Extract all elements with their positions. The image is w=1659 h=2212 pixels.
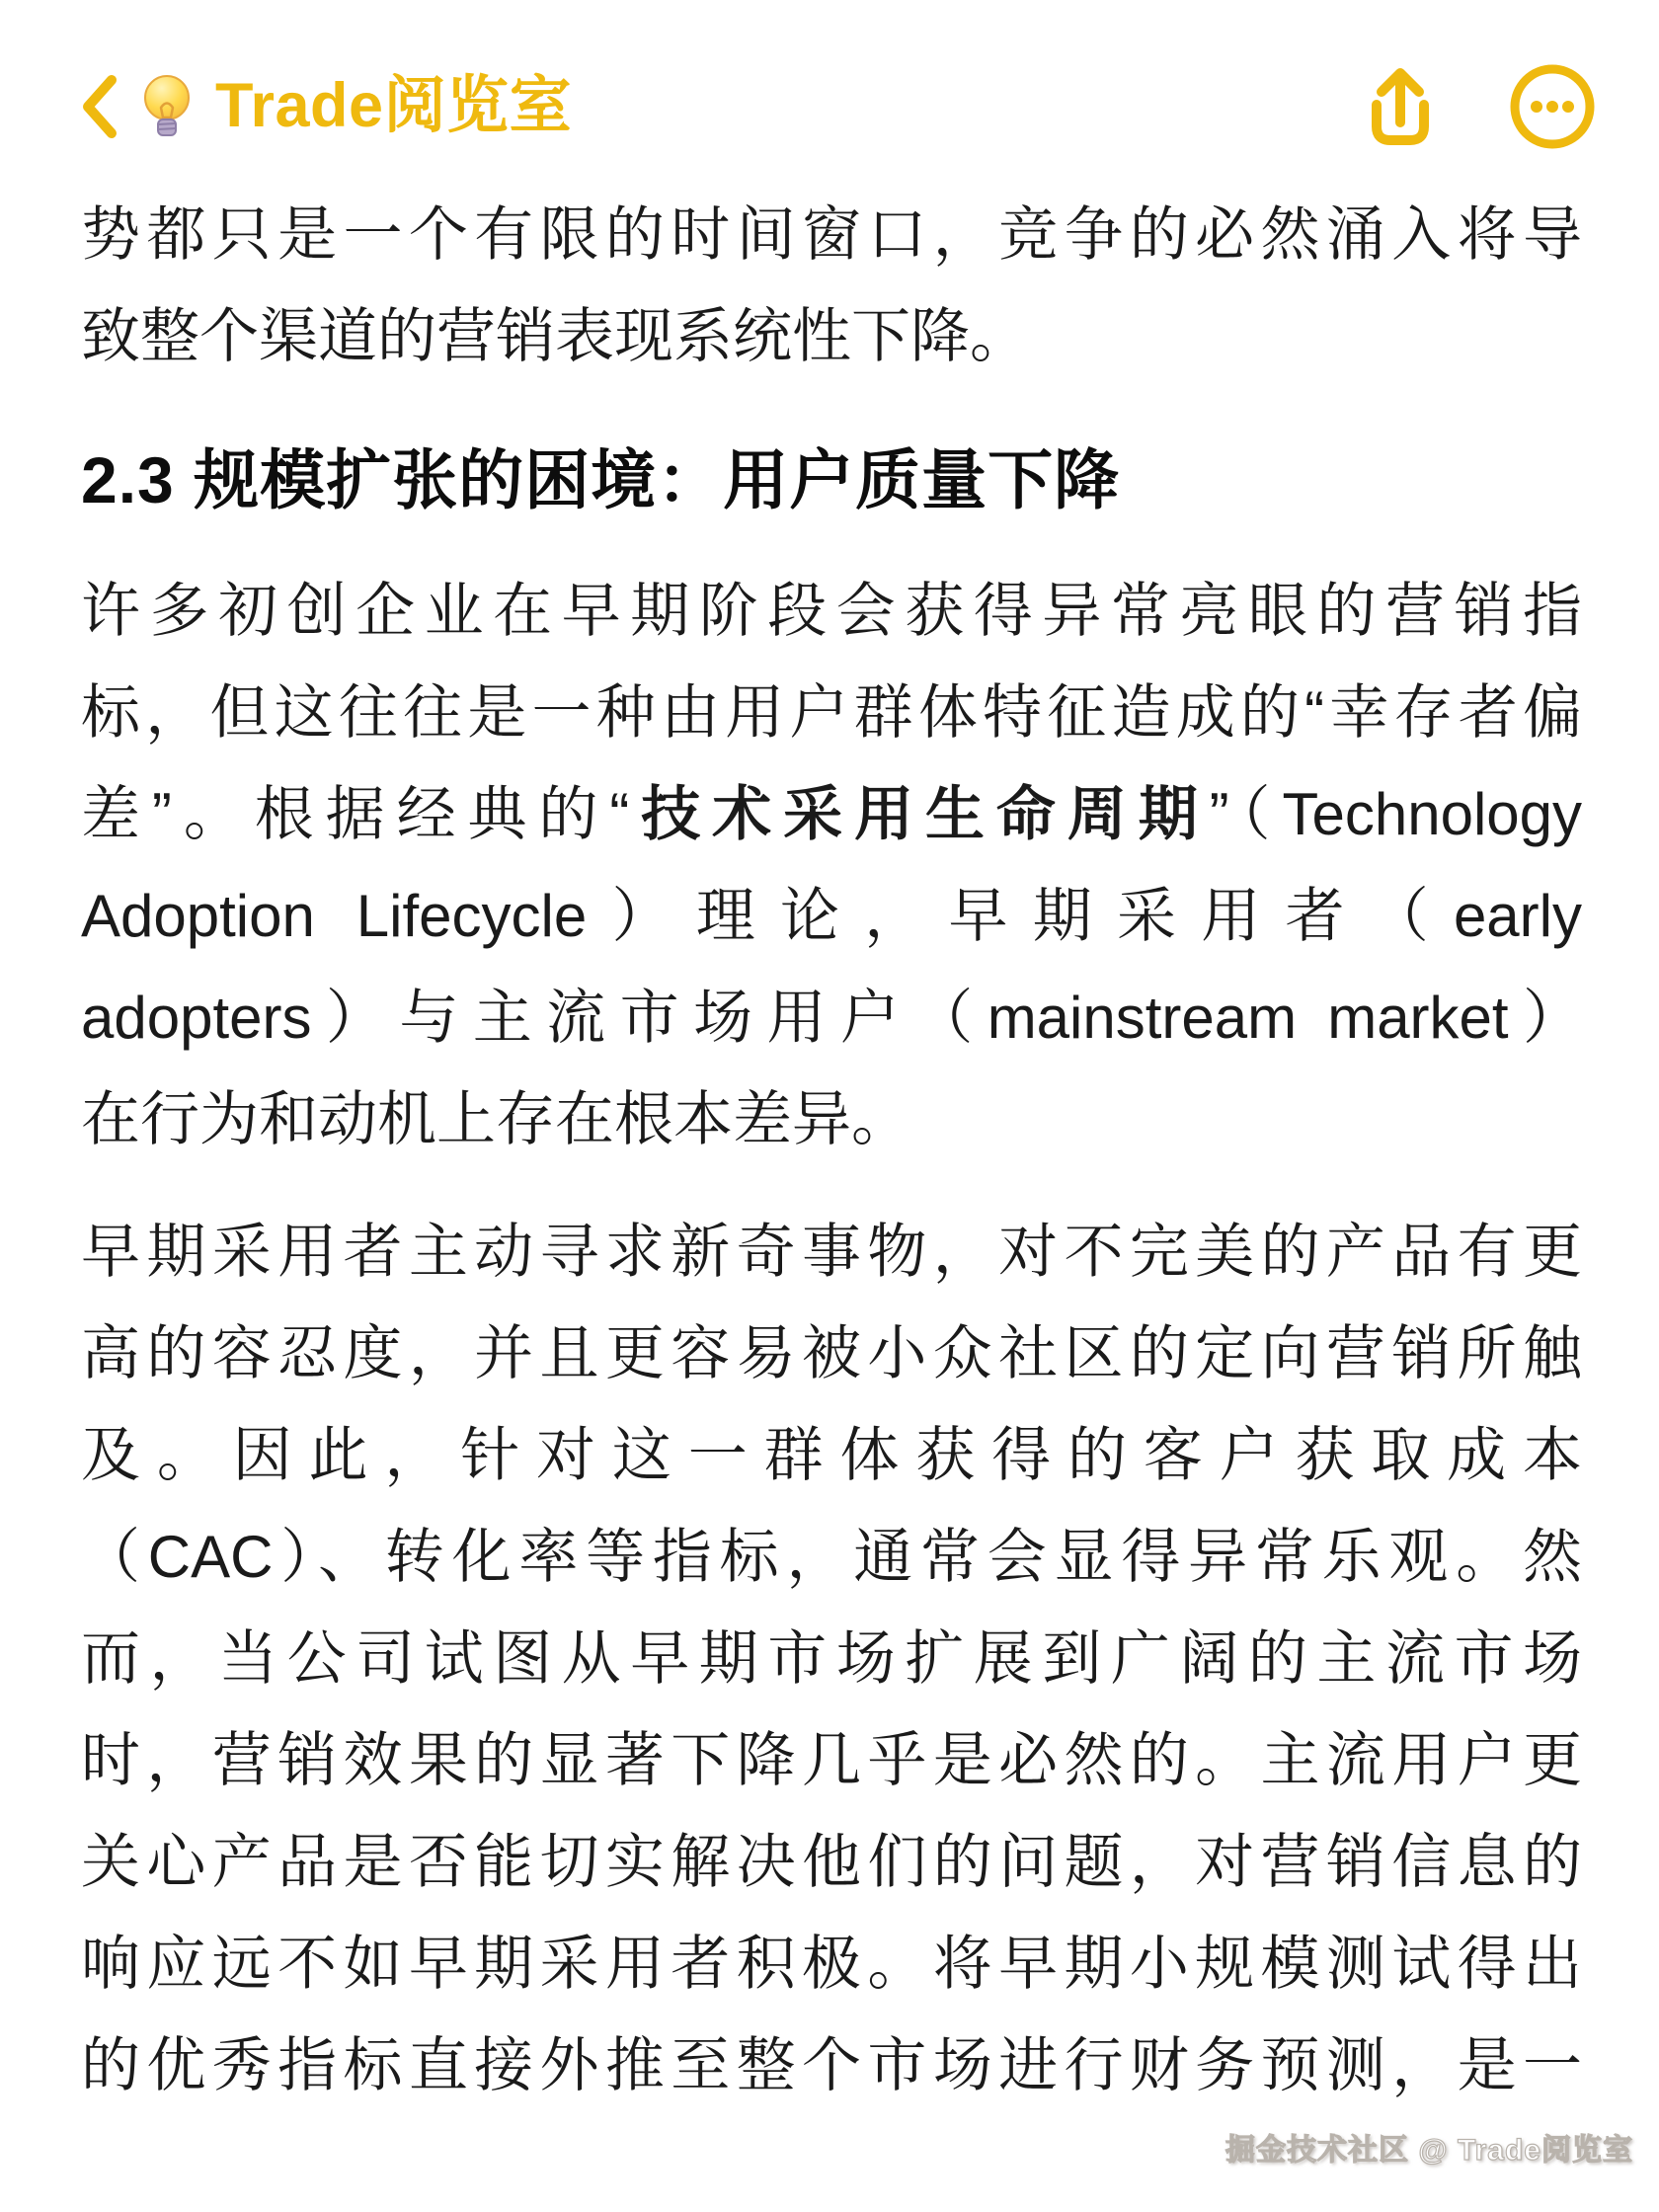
article-line <box>81 967 1582 1068</box>
more-options-icon[interactable] <box>1509 63 1596 150</box>
text-run: ”（Technology <box>1209 781 1583 847</box>
article-line <box>81 2014 1582 2116</box>
article-line <box>81 285 1582 387</box>
text-run: adopters）与主流市场用户（mainstream market） <box>81 985 1582 1051</box>
header-actions <box>1363 63 1596 150</box>
lightbulb-icon <box>138 72 196 141</box>
text-run: 许多初创企业在早期阶段会获得异常亮眼的营销指 <box>81 578 1582 644</box>
article-body <box>0 184 1659 2116</box>
article-line <box>81 1404 1582 1506</box>
article-line <box>81 1303 1582 1404</box>
article-line <box>81 1201 1582 1303</box>
share-icon[interactable] <box>1363 65 1438 148</box>
text-run: 响应远不如早期采用者积极。将早期小规模测试得出 <box>81 1931 1582 1997</box>
article-line <box>81 763 1582 865</box>
text-run: （CAC）、转化率等指标，通常会显得异常乐观。然 <box>81 1524 1582 1590</box>
article-line <box>81 1811 1582 1913</box>
article-line <box>81 1068 1582 1170</box>
article-line <box>81 1608 1582 1709</box>
text-run: 标，但这往往是一种由用户群体特征造成的“幸存者偏 <box>81 679 1582 746</box>
article-line <box>81 1709 1582 1811</box>
section-heading: 2.3 规模扩张的困境：用户质量下降 <box>81 443 1121 516</box>
text-run: 势都只是一个有限的时间窗口，竞争的必然涌入将导 <box>81 201 1582 268</box>
article-paragraph <box>81 1201 1582 2116</box>
text-run: 而，当公司试图从早期市场扩展到广阔的主流市场 <box>81 1625 1582 1692</box>
text-run: 早期采用者主动寻求新奇事物，对不完美的产品有更 <box>81 1219 1582 1285</box>
channel-header-link[interactable] <box>79 69 572 144</box>
article-line <box>81 1506 1582 1608</box>
bold-term: 技术采用生命周期 <box>629 781 1210 847</box>
article-line <box>81 865 1582 967</box>
text-run: 及。因此，针对这一群体获得的客户获取成本 <box>81 1422 1582 1488</box>
article-line <box>81 1913 1582 2014</box>
text-run: 关心产品是否能切实解决他们的问题，对营销信息的 <box>81 1829 1582 1895</box>
watermark: 掘金技术社区 @ Trade阅览室 <box>1225 2134 1633 2167</box>
text-run: 致整个渠道的营销表现系统性下降。 <box>81 303 1029 369</box>
text-run: 差”。根据经典的“ <box>81 781 630 847</box>
article-line <box>81 662 1582 763</box>
article-line <box>81 184 1582 285</box>
text-run: Adoption Lifecycle）理论，早期采用者（early <box>81 883 1582 949</box>
article-paragraph <box>81 560 1582 1170</box>
back-chevron-icon[interactable] <box>79 73 118 140</box>
text-run: 高的容忍度，并且更容易被小众社区的定向营销所触 <box>81 1320 1582 1386</box>
text-run: 时，营销效果的显著下降几乎是必然的。主流用户更 <box>81 1727 1582 1793</box>
channel-title[interactable]: Trade阅览室 <box>215 71 573 141</box>
text-run: 在行为和动机上存在根本差异。 <box>81 1086 910 1152</box>
text-run: 的优秀指标直接外推至整个市场进行财务预测，是一 <box>81 2032 1582 2098</box>
article-line <box>81 560 1582 662</box>
article-paragraph <box>81 184 1582 387</box>
reader-header <box>0 0 1659 150</box>
